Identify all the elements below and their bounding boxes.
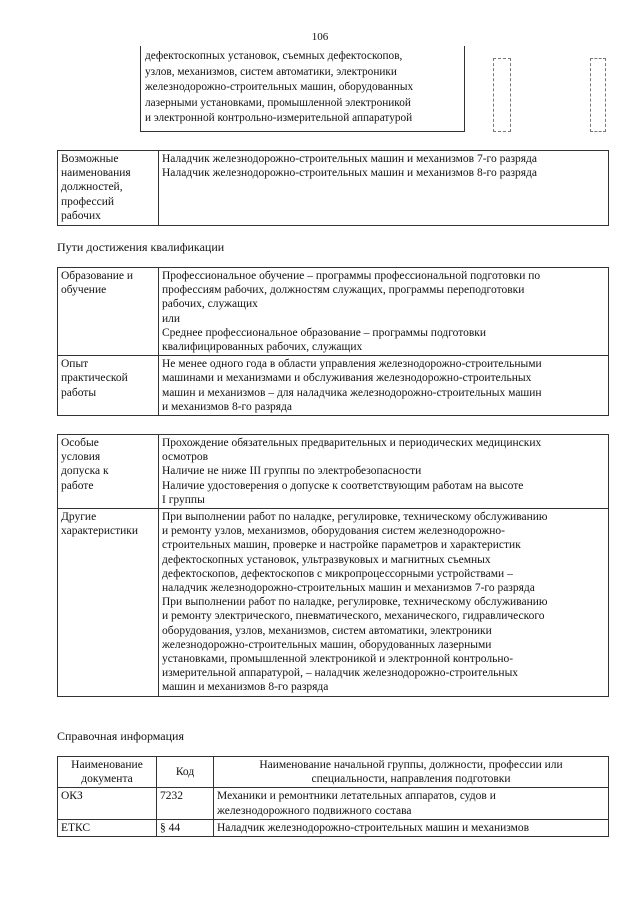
document-cell: ОКЗ xyxy=(58,788,157,819)
code-cell: § 44 xyxy=(157,819,214,836)
admission-label: Особые условия допуска к работе xyxy=(58,435,159,509)
empty-cell-marker xyxy=(590,58,606,132)
admission-value: Прохождение обязательных предварительных и периодических медицинских осмотров Наличие не ниже III группы по электробезопасности Наличие удостоверения о допуске к соответствующим работам на высоте I группы xyxy=(159,435,609,509)
empty-cell-marker xyxy=(493,58,511,132)
job-titles-label: Возможные наименования должностей, профессий рабочих xyxy=(58,151,159,226)
code-cell: 7232 xyxy=(157,788,214,819)
other-characteristics-value: При выполнении работ по наладке, регулировке, техническому обслуживанию и ремонту узлов, механизмов, оборудования систем железнодорожно- строительных машин, проверке и настройке параметров и характеристик дефектоскопных установок, ультразвуковых и магнитных съемных дефектоскопов, дефектоскопов с микропроцессорными устройствами – наладчик железнодорожно-строительных машин и механизмов 7-го разряда При выполнении работ по наладке, регулировке, техническому обслуживанию и ремонту электрического, пневматического, механического, гидравлического оборудования, узлов, механизмов, систем автоматики, электроники железнодорожно-строительных машин, оборудованных лазерными установками, промышленной электроникой и электронной контрольно- измерительной аппаратурой, – наладчик железнодорожно-строительных машин и механизмов 8-го разряда xyxy=(159,509,609,697)
fragment-line: и электронной контрольно-измерительной аппаратурой xyxy=(145,112,413,124)
conditions-table xyxy=(57,434,609,697)
name-cell: Наладчик железнодорожно-строительных машин и механизмов xyxy=(214,819,609,836)
top-fragment-cell xyxy=(140,46,465,132)
table-header-row xyxy=(58,757,609,788)
table-row xyxy=(58,356,609,416)
table-row xyxy=(58,151,609,226)
experience-label: Опыт практической работы xyxy=(58,356,159,416)
document-cell: ЕТКС xyxy=(58,819,157,836)
column-header-document: Наименование документа xyxy=(58,757,157,788)
column-header-code: Код xyxy=(157,757,214,788)
fragment-line: лазерными установками, промышленной электроникой xyxy=(145,96,411,109)
job-titles-table xyxy=(57,150,609,226)
column-header-name: Наименование начальной группы, должности, профессии или специальности, направления подготовки xyxy=(214,757,609,788)
other-characteristics-label: Другие характеристики xyxy=(58,509,159,697)
experience-value: Не менее одного года в области управления железнодорожно-строительными машинами и механизмами и обслуживания железнодорожно-строительных машин и механизмов – для наладчика железнодорожно-строительных машин и механизмов 8-го разряда xyxy=(159,356,609,416)
table-row xyxy=(58,788,609,819)
fragment-line: железнодорожно-строительных машин, оборудованных xyxy=(145,81,414,93)
section-heading: Пути достижения квалификации xyxy=(57,240,225,254)
name-cell: Механики и ремонтники летательных аппаратов, судов и железнодорожного подвижного состава xyxy=(214,788,609,819)
education-label: Образование и обучение xyxy=(58,268,159,356)
qualification-table xyxy=(57,267,609,416)
table-row xyxy=(58,819,609,836)
page-number: 106 xyxy=(311,31,329,43)
job-titles-values: Наладчик железнодорожно-строительных машин и механизмов 7-го разряда Наладчик железнодорожно-строительных машин и механизмов 8-го разряда xyxy=(159,151,609,226)
section-heading: Справочная информация xyxy=(57,729,184,743)
reference-table xyxy=(57,756,609,837)
table-row xyxy=(58,435,609,509)
fragment-line: дефектоскопных установок, съемных дефектоскопов, xyxy=(145,50,403,62)
table-row xyxy=(58,509,609,697)
table-row xyxy=(58,268,609,356)
fragment-line: узлов, механизмов, систем автоматики, электроники xyxy=(145,65,397,78)
education-value: Профессиональное обучение – программы профессиональной подготовки по профессиям рабочих, должностям служащих, программы переподготовки рабочих, служащих или Среднее профессиональное образование – программы подготовки квалифицированных рабочих, служащих xyxy=(159,268,609,356)
